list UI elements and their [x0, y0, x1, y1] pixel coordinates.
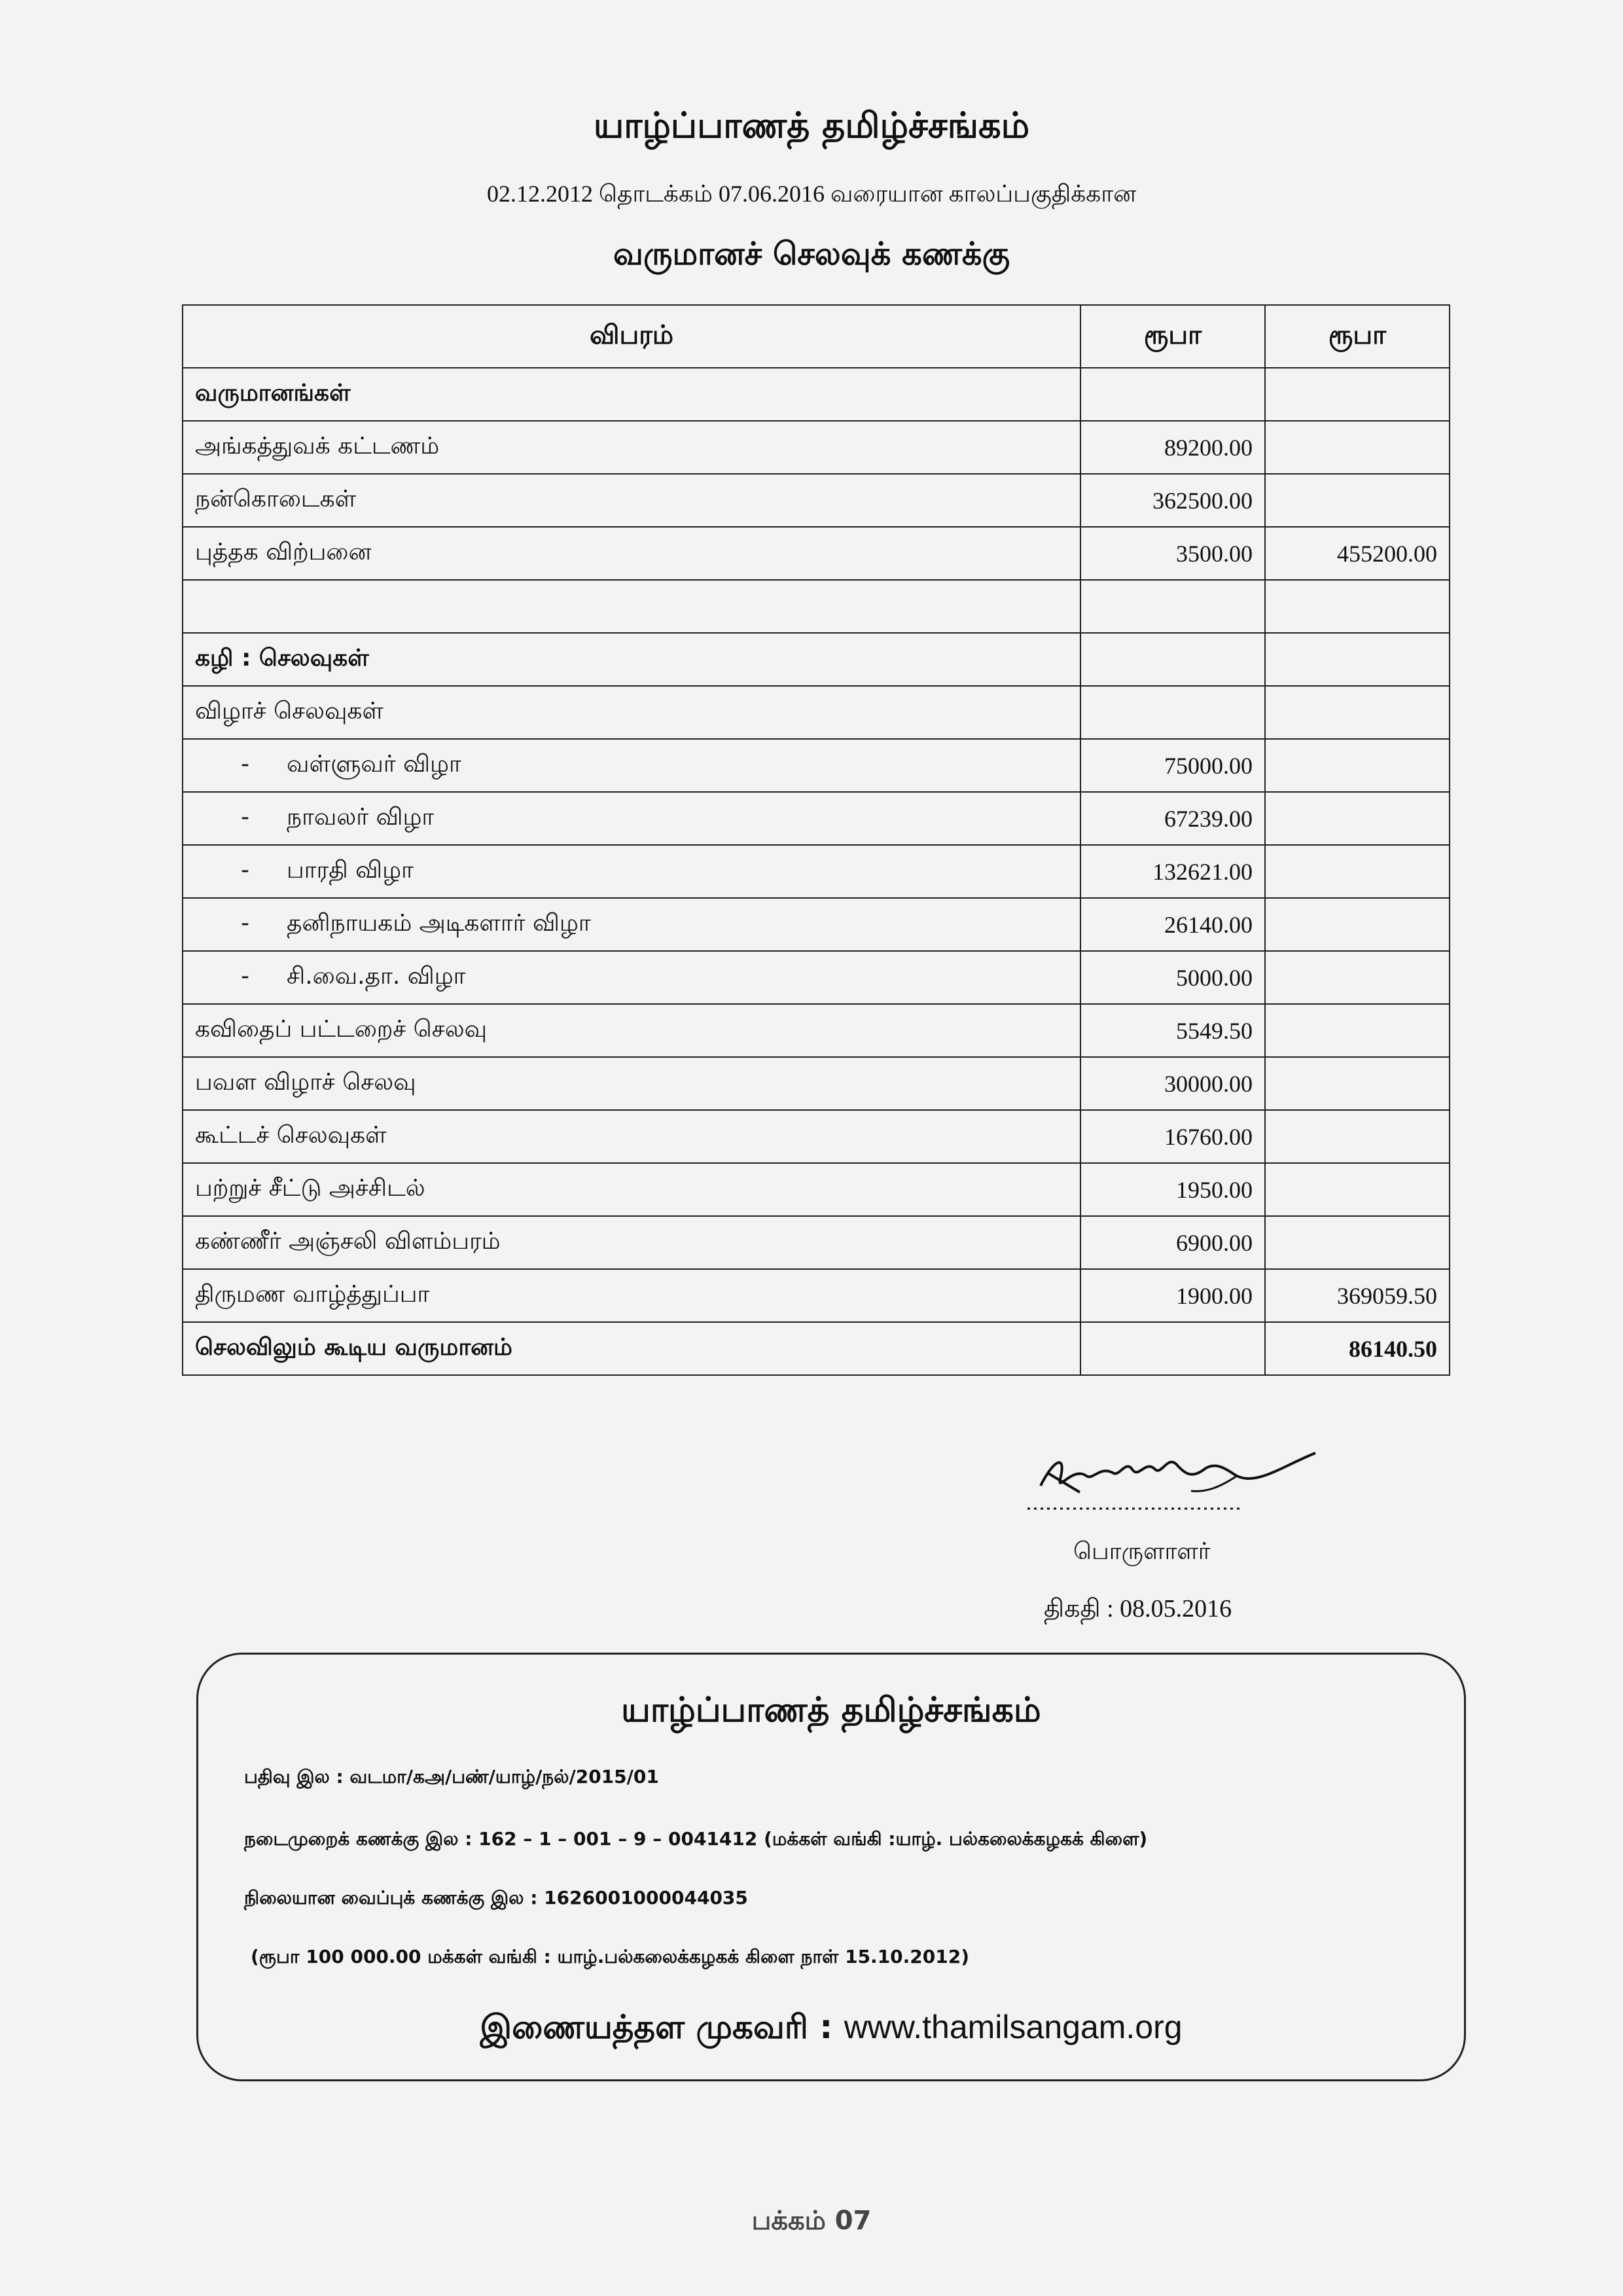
table-row [183, 474, 1450, 527]
row-total [1265, 1110, 1450, 1163]
row-description: திருமண வாழ்த்துப்பா [183, 1269, 1080, 1322]
row-description [183, 951, 1080, 1004]
row-total [1265, 1216, 1450, 1269]
table-header-row [183, 305, 1450, 368]
row-description: கண்ணீர் அஞ்சலி விளம்பரம் [183, 1216, 1080, 1269]
sub-item-dash: - [241, 856, 249, 884]
row-description: செலவிலும் கூடிய வருமானம் [183, 1322, 1080, 1375]
row-description: விழாச் செலவுகள் [183, 686, 1080, 739]
row-description: வருமானங்கள் [183, 368, 1080, 421]
website-link[interactable]: www.thamilsangam.org [844, 2009, 1183, 2045]
table-row [183, 898, 1450, 951]
page-number: பக்கம் 07 [751, 2206, 872, 2236]
page-title: யாழ்ப்பாணத் தமிழ்ச்சங்கம் [593, 105, 1030, 146]
row-description [183, 739, 1080, 792]
row-total [1265, 686, 1450, 739]
column-header-amount: ரூபா [1080, 305, 1265, 368]
row-description: புத்தக விற்பனை [183, 527, 1080, 580]
table-row [183, 1110, 1450, 1163]
website-line [198, 2008, 1464, 2051]
row-amount: 89200.00 [1080, 421, 1265, 474]
table-row [183, 1057, 1450, 1110]
row-amount [1080, 368, 1265, 421]
row-total: 455200.00 [1265, 527, 1450, 580]
signature [1021, 1440, 1348, 1518]
table-row [183, 686, 1450, 739]
row-total [1265, 580, 1450, 633]
fixed-deposit-account: நிலையான வைப்புக் கணக்கு இல : 1626001000044035 [244, 1887, 748, 1909]
sub-item-dash: - [241, 962, 249, 990]
row-total [1265, 474, 1450, 527]
row-description: பற்றுச் சீட்டு அச்சிடல் [183, 1163, 1080, 1216]
table-row [183, 421, 1450, 474]
row-total [1265, 898, 1450, 951]
period-subtitle: 02.12.2012 தொடக்கம் 07.06.2016 வரையான காலப்பகுதிக்கான [486, 181, 1136, 207]
row-description [183, 792, 1080, 845]
table-row [183, 580, 1450, 633]
row-amount: 3500.00 [1080, 527, 1265, 580]
signature-date: திகதி : 08.05.2016 [1044, 1595, 1232, 1623]
statement-heading: வருமானச் செலவுக் கணக்கு [613, 236, 1010, 272]
current-account: நடைமுறைக் கணக்கு இல : 162 – 1 – 001 – 9 – 0041412 (மக்கள் வங்கி :யாழ். பல்கலைக்கழகக் கிளை) [244, 1828, 1148, 1850]
row-total [1265, 739, 1450, 792]
row-amount: 16760.00 [1080, 1110, 1265, 1163]
row-description: கவிதைப் பட்டறைச் செலவு [183, 1004, 1080, 1057]
row-description: கூட்டச் செலவுகள் [183, 1110, 1080, 1163]
row-amount: 5549.50 [1080, 1004, 1265, 1057]
row-amount: 6900.00 [1080, 1216, 1265, 1269]
table-row [183, 1216, 1450, 1269]
column-header-total: ரூபா [1265, 305, 1450, 368]
info-box [196, 1653, 1466, 2081]
row-amount: 5000.00 [1080, 951, 1265, 1004]
table-row [183, 368, 1450, 421]
table-row [183, 1322, 1450, 1375]
table-row [183, 1269, 1450, 1322]
sub-item-dash: - [241, 909, 249, 937]
row-amount: 30000.00 [1080, 1057, 1265, 1110]
table-row [183, 1004, 1450, 1057]
row-total [1265, 845, 1450, 898]
row-description: பவள விழாச் செலவு [183, 1057, 1080, 1110]
row-amount [1080, 633, 1265, 686]
table-row [183, 1163, 1450, 1216]
row-total: 369059.50 [1265, 1269, 1450, 1322]
row-description [183, 898, 1080, 951]
table-row [183, 633, 1450, 686]
row-total: 86140.50 [1265, 1322, 1450, 1375]
row-total [1265, 633, 1450, 686]
row-description: கழி : செலவுகள் [183, 633, 1080, 686]
table-row [183, 845, 1450, 898]
row-amount: 26140.00 [1080, 898, 1265, 951]
row-description [183, 580, 1080, 633]
website-label: இணையத்தள முகவரி : [480, 2008, 844, 2046]
column-header-description: விபரம் [183, 305, 1080, 368]
row-total [1265, 368, 1450, 421]
row-total [1265, 951, 1450, 1004]
row-description: அங்கத்துவக் கட்டணம் [183, 421, 1080, 474]
row-amount: 362500.00 [1080, 474, 1265, 527]
sub-item-label: சி.வை.தா. விழா [287, 962, 466, 990]
sub-item-label: தனிநாயகம் அடிகளார் விழா [287, 909, 591, 937]
row-total [1265, 421, 1450, 474]
row-amount: 1950.00 [1080, 1163, 1265, 1216]
row-description: நன்கொடைகள் [183, 474, 1080, 527]
sub-item-dash: - [241, 750, 249, 778]
row-amount: 1900.00 [1080, 1269, 1265, 1322]
registration-number: பதிவு இல : வடமா/கஅ/பண்/யாழ்/நல்/2015/01 [244, 1766, 659, 1787]
sub-item-dash: - [241, 803, 249, 831]
sub-item-label: வள்ளுவர் விழா [287, 750, 461, 778]
treasurer-label: பொருளாளர் [1073, 1538, 1211, 1565]
row-total [1265, 1004, 1450, 1057]
row-description [183, 845, 1080, 898]
row-amount: 75000.00 [1080, 739, 1265, 792]
table-row [183, 739, 1450, 792]
table-row [183, 792, 1450, 845]
table-row [183, 527, 1450, 580]
row-total [1265, 1057, 1450, 1110]
row-amount [1080, 1322, 1265, 1375]
row-total [1265, 1163, 1450, 1216]
row-amount [1080, 580, 1265, 633]
sub-item-label: நாவலர் விழா [287, 803, 435, 831]
fixed-deposit-note: (ரூபா 100 000.00 மக்கள் வங்கி : யாழ்.பல்கலைக்கழகக் கிளை நாள் 15.10.2012) [251, 1946, 970, 1967]
row-amount: 67239.00 [1080, 792, 1265, 845]
row-total [1265, 792, 1450, 845]
row-amount: 132621.00 [1080, 845, 1265, 898]
sub-item-label: பாரதி விழா [287, 856, 414, 884]
box-title: யாழ்ப்பாணத் தமிழ்ச்சங்கம் [621, 1691, 1041, 1730]
row-amount [1080, 686, 1265, 739]
table-row [183, 951, 1450, 1004]
income-expenditure-table [182, 304, 1450, 1376]
